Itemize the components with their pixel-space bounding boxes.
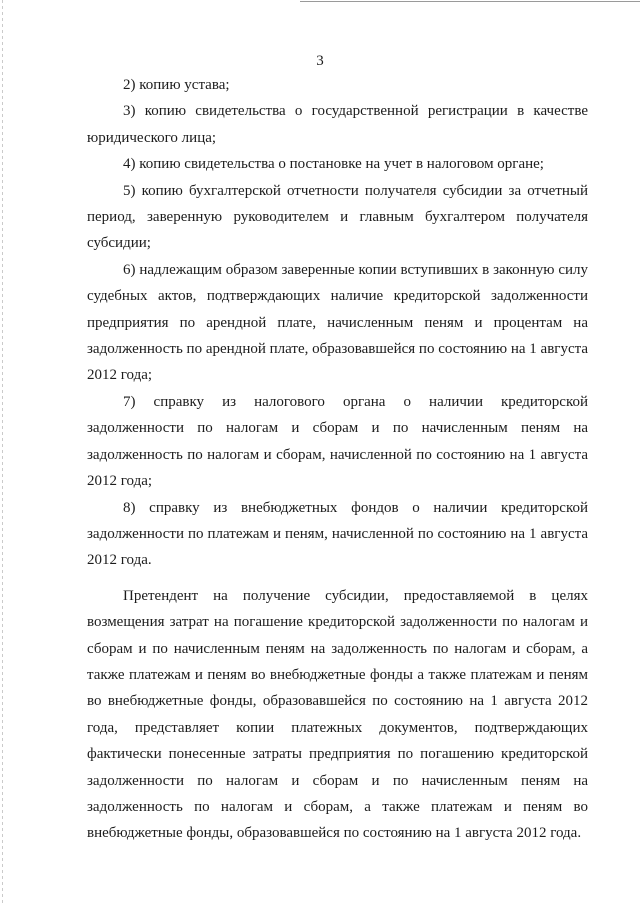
list-item-extrabudgetary-funds-certificate: 8) справку из внебюджетных фондов о наличии кредиторской задолженности по платежам и пеням, начисленной по состоянию на 1 августа 2012 года. bbox=[87, 499, 588, 569]
list-item-accounting-statements: 5) копию бухгалтерской отчетности получателя субсидии за отчетный период, заверенную руководителем и главным бухгалтером получателя субсидии; bbox=[87, 182, 588, 252]
closing-paragraph: Претендент на получение субсидии, предоставляемой в целях возмещения затрат на погашение кредиторской задолженности по налогам и сборам и по начисленным пеням на задолженность по налогам и сборам, а также платежам и пеням во внебюджетные фонды а также платежам и пеням во внебюджетные фонды, образовавшейся по состоянию на 1 августа 2012 года, представляет копии платежных документов, подтверждающих фактически понесенные затраты предприятия по погашению кредиторской задолженности по налогам и сборам и по начисленным пеням на задолженность по налогам и сборам, а также платежам и пеням во внебюджетные фонды, образовавшейся по состоянию на 1 августа 2012 года. bbox=[87, 587, 588, 842]
page-number: 3 bbox=[316, 53, 324, 69]
document-body bbox=[87, 72, 588, 847]
list-item-copy-charter: 2) копию устава; bbox=[123, 77, 230, 93]
scan-edge-top bbox=[300, 1, 640, 2]
scan-edge-left bbox=[2, 0, 3, 905]
list-item-court-acts: 6) надлежащим образом заверенные копии вступивших в законную силу судебных актов, подтверждающих наличие кредиторской задолженности предприятия по арендной плате, начисленным пеням и процентам на задолженность по арендной плате, образовавшейся по состоянию на 1 августа 2012 года; bbox=[87, 261, 588, 384]
list-item-tax-authority-certificate: 7) справку из налогового органа о наличии кредиторской задолженности по налогам и сборам и по начисленным пеням на задолженность по налогам и сборам, начисленной по состоянию на 1 августа 2012 года; bbox=[87, 393, 588, 490]
list-item-tax-registration-certificate: 4) копию свидетельства о постановке на учет в налоговом органе; bbox=[123, 156, 544, 173]
list-item-registration-certificate: 3) копию свидетельства о государственной регистрации в качестве юридического лица; bbox=[87, 103, 588, 146]
